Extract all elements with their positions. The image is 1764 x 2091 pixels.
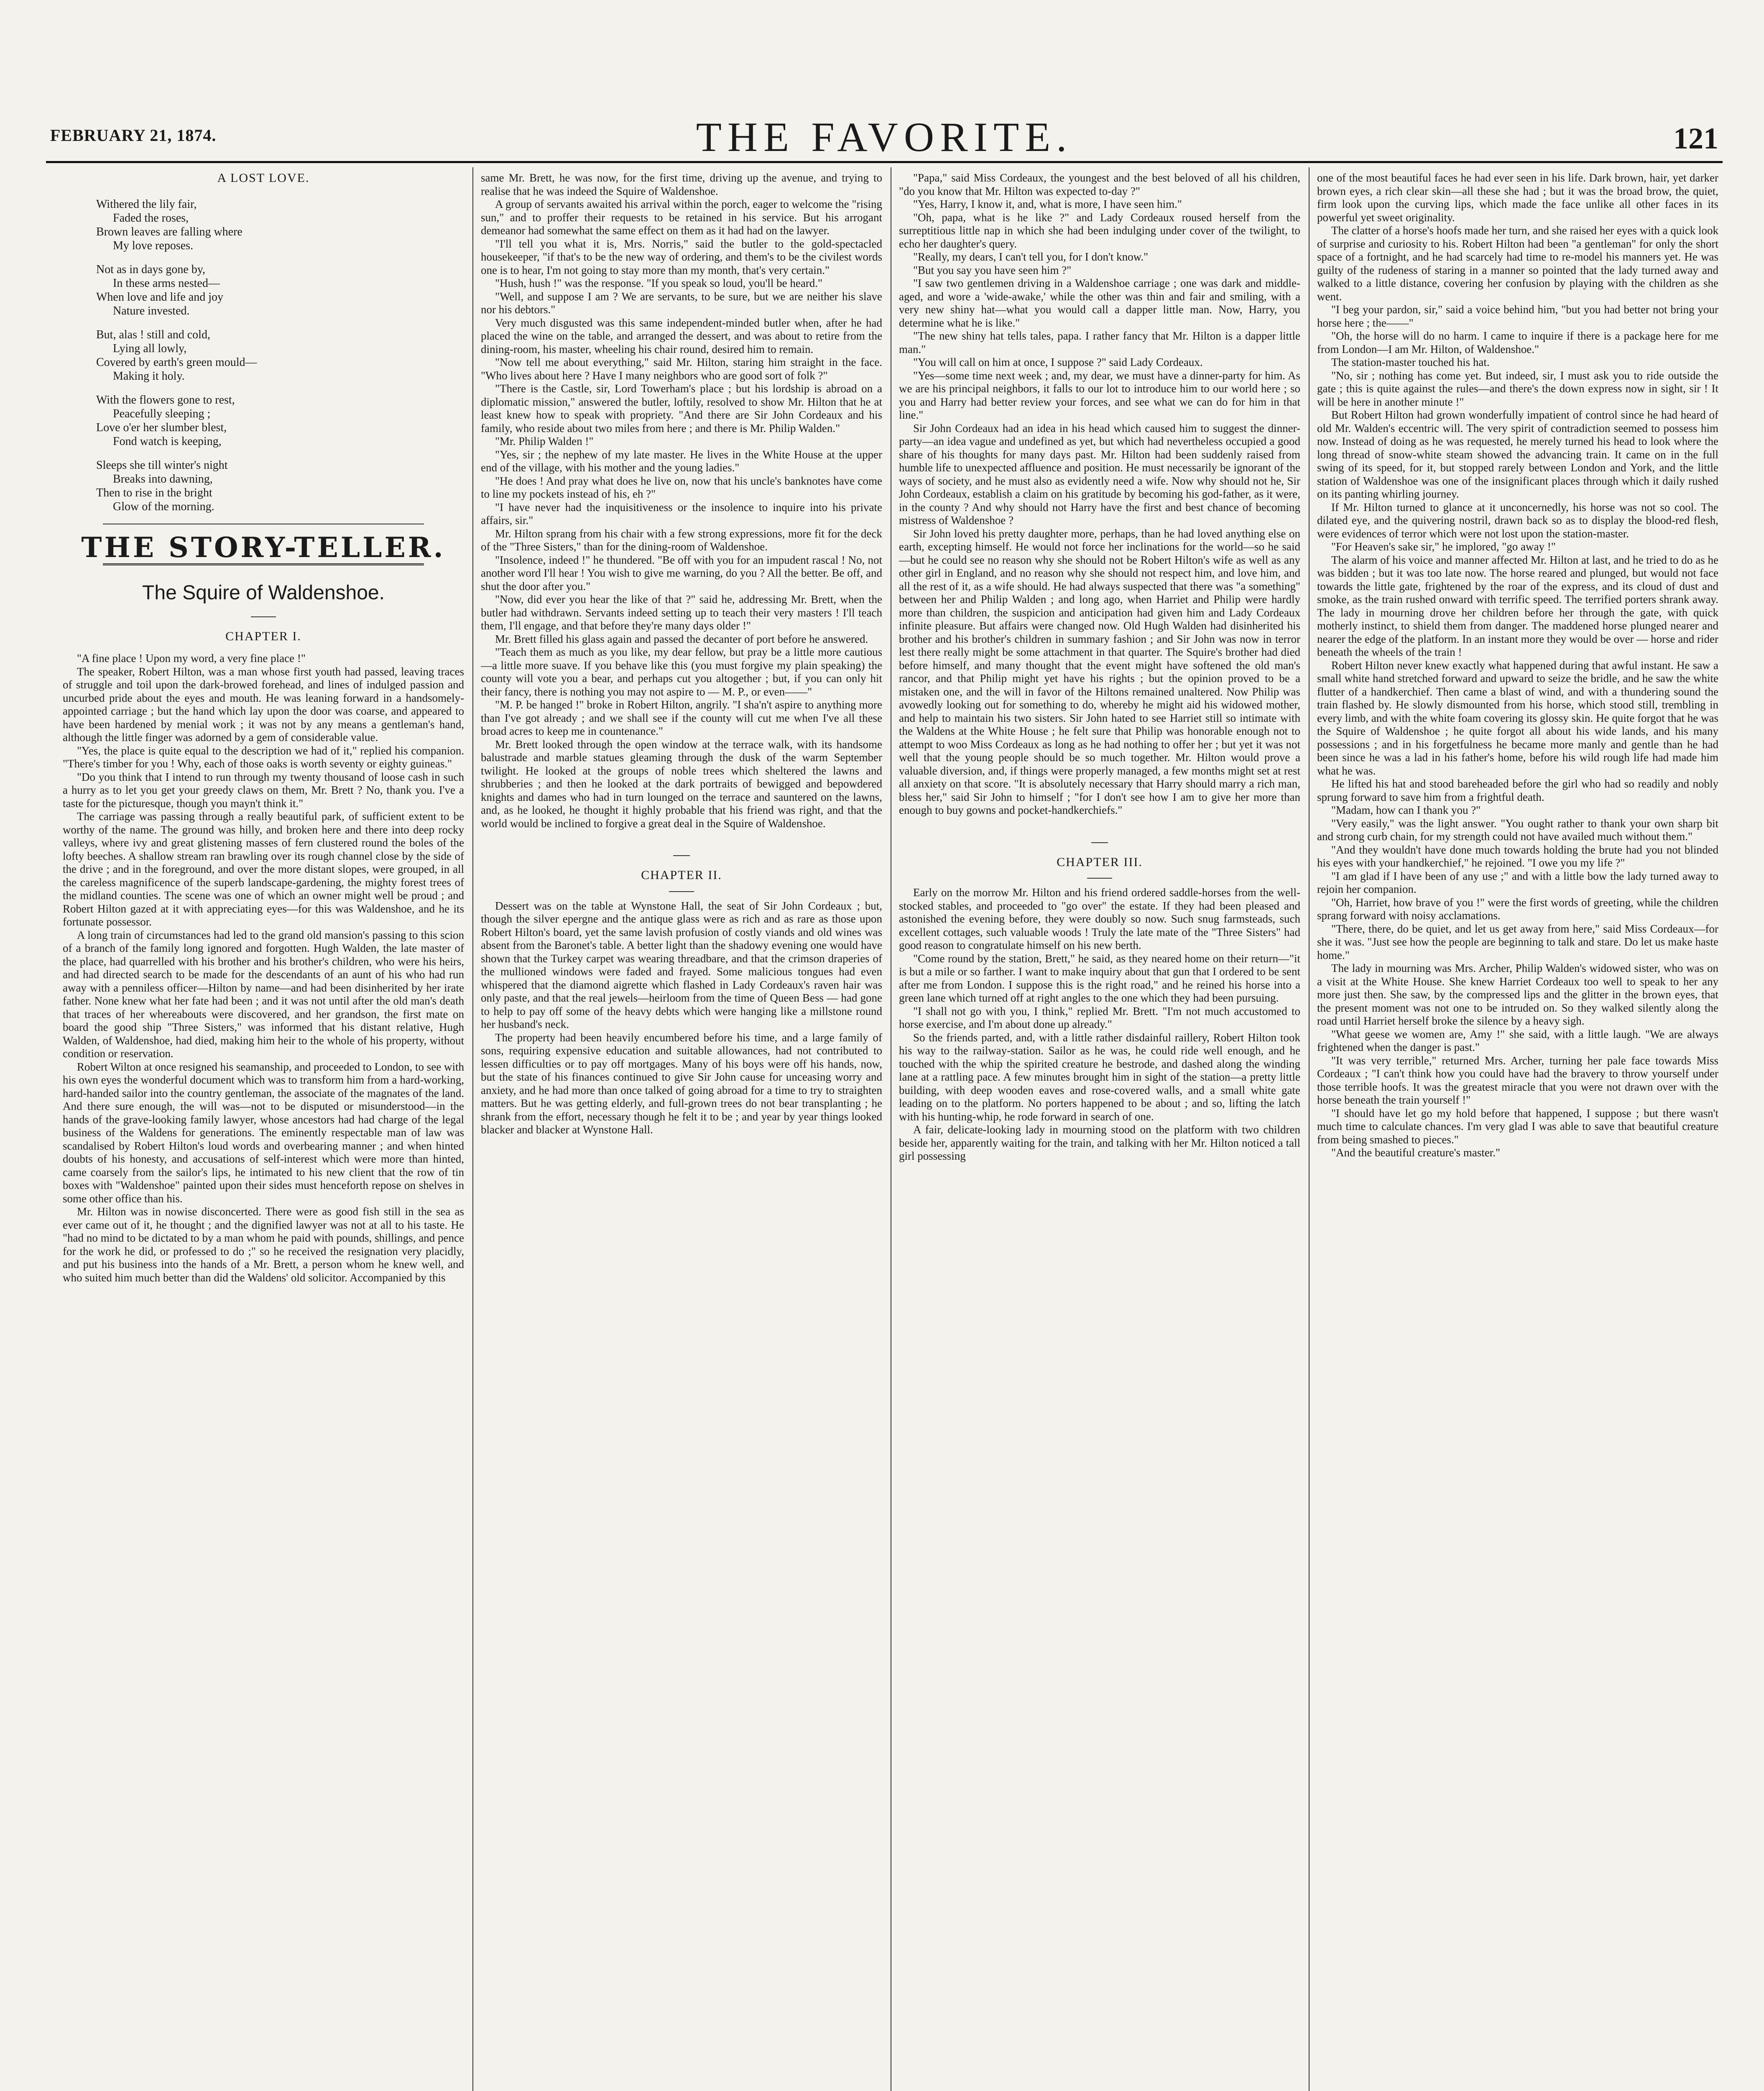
poem-line: Making it holy.	[113, 369, 185, 383]
paragraph: "I have never had the inquisitiveness or the insolence to inquire into his private affairs, sir."	[481, 501, 882, 527]
paragraph: "Insolence, indeed !" he thundered. "Be off with you for an impudent rascal ! No, not another word I'll hear ! You wish to give me warning, do you ? All the better. Be off, and shut the door after you."	[481, 553, 882, 593]
paragraph: "And they wouldn't have done much towards holding the brute had you not blinded his eyes with your handkerchief," he rejoined. "I owe you my life ?"	[1317, 843, 1718, 869]
section-rule	[103, 563, 424, 565]
chapter-heading: CHAPTER II.	[641, 868, 722, 882]
chapter-separator	[1091, 842, 1108, 843]
paragraph: "Oh, the horse will do no harm. I came to inquire if there is a package here for me from London—I am Mr. Hilton, of Waldenshoe."	[1317, 330, 1718, 355]
dash-separator	[669, 891, 694, 892]
poem-line: Not as in days gone by,	[96, 263, 206, 276]
paragraph: "Hush, hush !" was the response. "If you speak so loud, you'll be heard."	[495, 277, 823, 289]
column-divider	[472, 167, 473, 2091]
poem-line: Withered the lily fair,	[96, 197, 197, 211]
column-3	[899, 171, 1300, 2091]
paragraph: If Mr. Hilton turned to glance at it unconcernedly, his horse was not so cool. The dilated eye, and the quivering nostril, drawn back so as to display the blood-red flesh, were evidences of terror which were not lost upon the station-master.	[1317, 501, 1718, 540]
paragraph: "A fine place ! Upon my word, a very fine place !"	[77, 652, 306, 665]
paragraph: "Mr. Philip Walden !"	[495, 435, 594, 447]
paragraph: Very much disgusted was this same independent-minded butler when, after he had placed the wine on the table, and arranged the dessert, and was about to retire from the dining-room, his master, wheeling his chair round, desired him to remain.	[481, 316, 882, 355]
poem-stanza	[96, 393, 464, 448]
paragraph: Sir John loved his pretty daughter more, perhaps, than he had loved anything else on earth, excepting himself. He would not force her inclinations for the world—so he said—but he could see no reason why she should not be Robert Hilton's wife as well as any other girl in England, and no reason why she should not respect him, and love him, and all the rest of it, as a wife should. He had always suspected that there was "a something" between her and Philip Walden ; and long ago, when Harriet and Philip were hardly more than children, the suspicion and anticipation had given him and Lady Cordeaux infinite pleasure. But affairs were changed now. Old Hugh Walden had disinherited his brother and his brother's children in summary fashion ; and Sir John was now in terror lest there really might be some attachment in that quarter. The Squire's brother had died before himself, and many thought that the event might have softened the old man's rancor, and that Philip might yet have his rights ; but the opinion proved to be a mistaken one, and the will in favor of the Hiltons remained unaltered. Now Philip was avowedly looking out for something to do, whereby he might aid his widowed mother, and help to maintain his two sisters. Sir John hated to see Harriet still so intimate with the Waldens at the White House ; he felt sure that Philip was honorable enough not to attempt to woo Miss Cordeaux as long as he had nothing to offer her ; but yet it was not well that the young people should be so much together. Mr. Hilton would prove a valuable diversion, and, if things were properly managed, a few months might set at rest all anxiety on that score. "It is absolutely necessary that Harry should marry a rich man, bless her," said Sir John to himself ; "for I don't see how I am to give her more than enough to buy gowns and pocket-handkerchiefs."	[899, 527, 1300, 816]
paragraph: Mr. Brett filled his glass again and passed the decanter of port before he answered.	[495, 632, 868, 645]
article-body	[63, 652, 464, 1284]
paragraph: He lifted his hat and stood bareheaded before the girl who had so readily and nobly sprung forward to save him from a frightful death.	[1317, 777, 1718, 803]
paragraph: A group of servants awaited his arrival within the porch, eager to welcome the "rising sun," and to proffer their requests to be retained in his service. But his arrogant demeanor had somewhat the same effect on them as it had had on the lawyer.	[481, 198, 882, 237]
poem-stanza	[96, 263, 464, 318]
section-heading: THE STORY-TELLER.	[81, 531, 446, 564]
poem-line: Fond watch is keeping,	[113, 435, 222, 448]
poem-stanza	[96, 328, 464, 383]
paragraph: "I am glad if I have been of any use ;" and with a little bow the lady turned away to rejoin her companion.	[1317, 869, 1718, 895]
poem-line: Lying all lowly,	[113, 342, 187, 355]
paragraph: "For Heaven's sake sir," he implored, "go away !"	[1331, 540, 1556, 553]
paragraph: "It was very terrible," returned Mrs. Archer, turning her pale face towards Miss Cordeaux ; "I can't think how you could have had the bravery to throw yourself under those terrible hoofs. It was the greatest miracle that you were not drawn over with the horse beneath the train yourself !"	[1317, 1054, 1718, 1106]
paragraph: "Very easily," was the light answer. "You ought rather to thank your own sharp bit and strong curb chain, for my strength could not have availed much without them."	[1317, 817, 1718, 843]
poem-stanza	[96, 197, 464, 253]
paragraph: The speaker, Robert Hilton, was a man whose first youth had passed, leaving traces of struggle and toil upon the dark-browed forehead, and lines of indulged passion and uncurbed pride about the eyes and mouth. He was leaning forward in a handsomely-appointed carriage ; but the hand which lay upon the door was coarse, and appeared to have been hardened by menial work ; it was not by any means a gentleman's hand, although the little finger was adorned by a gem of considerable value.	[63, 665, 464, 744]
chapter-separator	[673, 855, 690, 856]
paragraph: Mr. Brett looked through the open window at the terrace walk, with its handsome balustrade and marble statues gleaming through the dusk of the warm September twilight. He looked at the groups of noble trees which sheltered the lawns and shrubberies ; and then he looked at the dark portraits of bewigged and bepowdered knights and dames who had in turn lounged on the terrace and sauntered on the lawns, and, as he looked, he thought it highly probable that his friend was right, and that the world would be inclined to forgive a great deal in the Squire of Waldenshoe.	[481, 738, 882, 830]
paragraph: Robert Wilton at once resigned his seamanship, and proceeded to London, to see with his own eyes the wonderful document which was to transform him from a hard-working, hard-handed sailor into the country gentleman, the associate of the magnates of the land. And there sure enough, the will was—not to be disputed or misunderstood—in the hands of the grave-looking family lawyer, whose ancestors had had charge of the legal business of the Waldens for generations. The eminently respectable man of law was scandalised by Robert Hilton's loud words and overbearing manner ; and when hinted doubts of his honesty, and accusations of self-interest which were more than hinted, came coarsely from the sailor's lips, he intimated to his new client that the row of tin boxes with "Waldenshoe" painted upon their sides must henceforth repose on shelves in some other office than his.	[63, 1060, 464, 1205]
paragraph: "You will call on him at once, I suppose ?" said Lady Cordeaux.	[913, 356, 1203, 368]
poem-stanza	[96, 458, 464, 514]
paragraph: "M. P. be hanged !" broke in Robert Hilton, angrily. "I sha'n't aspire to anything more than I've got already ; and we shall see if the county will cut me when I've all these broad acres to keep me in countenance."	[481, 698, 882, 737]
paragraph: "I should have let go my hold before that happened, I suppose ; but there wasn't much time to calculate chances. I'm very glad I was able to save that beautiful creature from being smashed to pieces."	[1317, 1107, 1718, 1146]
paragraph: "There, there, do be quiet, and let us get away from here," said Miss Cordeaux—for she it was. "Just see how the people are beginning to talk and stare. Do let us make haste home."	[1317, 922, 1718, 961]
poem-line: When love and life and joy	[96, 290, 224, 304]
paragraph: But Robert Hilton had grown wonderfully impatient of control since he had heard of old Mr. Walden's eccentric will. The very spirit of contradiction seemed to possess him now. Instead of doing as he was requested, he merely turned his head to look where the long thread of snow-white steam showed the advancing train. It came on in the full swing of its speed, for it, but stopped rarely between London and York, and the little station of Waldenshoe was one of the insignificant places through which it daily rushed on its panting whirling journey.	[1317, 409, 1718, 500]
poem-line: Breaks into dawning,	[113, 472, 213, 486]
paragraph: same Mr. Brett, he was now, for the first time, driving up the avenue, and trying to realise that he was indeed the Squire of Waldenshoe.	[481, 171, 882, 197]
paragraph: The alarm of his voice and manner affected Mr. Hilton at last, and he tried to do as he was bidden ; but it was too late now. The horse reared and plunged, but would not face towards the little gate, frightened by the roar of the express, and its cloud of dust and smoke, as the train rushed onward with terrific speed. The terrified porters shrank away. The lady in mourning drove her children before her through the gate, with quick motherly instinct, to shield them from danger. The maddened horse plunged nearer and nearer the edge of the platform. In an instant more they would be over — horse and rider beneath the wheels of the train !	[1317, 553, 1718, 658]
paragraph: "And the beautiful creature's master."	[1331, 1146, 1501, 1159]
paragraph: "Papa," said Miss Cordeaux, the youngest and the best beloved of all his children, "do you know that Mr. Hilton was expected to-day ?"	[899, 171, 1300, 197]
paragraph: A long train of circumstances had led to the grand old mansion's passing to this scion of a branch of the family long ignored and forgotten. Hugh Walden, the late master of the place, had quarrelled with his brother and his brother's children, who were his heirs, and had directed search to be made for the descendants of an aunt of his who had run away with a penniless officer—Hilton by name—and had been disinherited by her irate father. None knew what her fate had been ; and it was not until after the old man's death that traces of her whereabouts were discovered, and her grandson, the first mate on board the good ship "Three Sisters," was informed that his distant relative, Hugh Walden, of Waldenshoe, had died, making him heir to the whole of his property, without condition or reservation.	[63, 928, 464, 1060]
paragraph: The clatter of a horse's hoofs made her turn, and she raised her eyes with a quick look of surprise and curiosity to his. Robert Hilton had been "a gentleman" for only the short space of a fortnight, and he had scarcely had time to re-model his manners yet. He was guilty of the rudeness of staring in a manner so pointed that the lady turned away and walked to a little distance, covering her confusion by playing with the children as she went.	[1317, 224, 1718, 303]
paragraph: "I'll tell you what it is, Mrs. Norris," said the butler to the gold-spectacled housekeeper, "if that's to be the new way of ordering, and them's to be the civilest words one is to hear, I'm not going to stay more than my month, that's very certain."	[481, 237, 882, 276]
poem-line: Nature invested.	[113, 304, 190, 317]
poem-line: Then to rise in the bright	[96, 486, 212, 499]
poem-line: Sleeps she till winter's night	[96, 458, 228, 472]
dash-separator	[1087, 878, 1112, 879]
issue-date: FEBRUARY 21, 1874.	[50, 126, 217, 145]
chapter-heading: CHAPTER III.	[1057, 855, 1143, 869]
poem-line: But, alas ! still and cold,	[96, 328, 210, 341]
paragraph: "Come round by the station, Brett," he said, as they neared home on their return—"it is but a mile or so farther. I want to make inquiry about that gun that I ordered to be sent after me from London. I suppose this is the right road," and he reined his horse into a green lane which turned off at right angles to the one which they had been pursuing.	[899, 952, 1300, 1004]
paragraph: "Yes, the place is quite equal to the description we had of it," replied his companion. "There's timber for you ! Why, each of those oaks is worth seventy or eighty guineas."	[63, 744, 464, 770]
paragraph: "Do you think that I intend to run through my twenty thousand of loose cash in such a hurry as to let you get your greedy claws on them, Mr. Brett ? No, thank you. I've a taste for the picturesque, though you mayn't think it."	[63, 770, 464, 810]
paragraph: Sir John Cordeaux had an idea in his head which caused him to suggest the dinner-party—an idea vague and undefined as yet, but which had nevertheless occupied a good share of his thoughts for many days past. Mr. Hilton had been suddenly raised from humble life to unexpected affluence and position. He must necessarily be ignorant of the ways of society, and he must also as evidently need a wife. Now why should not he, Sir John Cordeaux, establish a claim on his gratitude by becoming his god-father, as it were, in the county ? And why should not Harry have the first and best chance of becoming mistress of Waldenshoe ?	[899, 422, 1300, 527]
paragraph: "What geese we women are, Amy !" she said, with a little laugh. "We are always frightened when the danger is past."	[1317, 1028, 1718, 1053]
chapter-heading: CHAPTER I.	[225, 629, 301, 643]
paragraph: "The new shiny hat tells tales, papa. I rather fancy that Mr. Hilton is a dapper little man."	[899, 330, 1300, 355]
paragraph: The carriage was passing through a really beautiful park, of sufficient extent to be worthy of the name. The ground was hilly, and broken here and there into deep rocky valleys, where ivy and great glistening masses of fern clustered round the boles of the lofty beeches. A shallow stream ran brawling over its rough channel close by the side of the drive ; and in the foreground, and over the more distant slopes, were grouped, in all the careless magnificence of the superb landscape-gardening, the mighty forest trees of the midland counties. The scene was one of which an owner might well be proud ; and Robert Hilton gazed at it with appreciating eyes—for this was Waldenshoe, and he its fortunate possessor.	[63, 810, 464, 928]
poem-line: Faded the roses,	[113, 211, 189, 225]
paragraph: "But you say you have seen him ?"	[913, 263, 1072, 276]
paragraph: "Oh, papa, what is he like ?" and Lady Cordeaux roused herself from the surreptitious little nap in which she had been indulging under cover of the twilight, to echo her daughter's query.	[899, 211, 1300, 250]
poem-line: Glow of the morning.	[113, 500, 214, 513]
paragraph: "No, sir ; nothing has come yet. But indeed, sir, I must ask you to ride outside the gate ; this is quite against the rules—and there's the down express now in sight, sir ! It will be here in another minute !"	[1317, 369, 1718, 408]
paragraph: Mr. Hilton sprang from his chair with a few strong expressions, more fit for the deck of the "Three Sisters," than for the dining-room of Waldenshoe.	[481, 527, 882, 553]
poem-line: Love o'er her slumber blest,	[96, 421, 227, 434]
paragraph: "Now, did ever you hear the like of that ?" said he, addressing Mr. Brett, when the butler had withdrawn. Servants indeed setting up to teach their very masters ! I'll teach them, I'll engage, and that before they're many days older !"	[481, 593, 882, 632]
paragraph: "I saw two gentlemen driving in a Waldenshoe carriage ; one was dark and middle-aged, and wore a 'wide-awake,' while the other was thin and fair and smiling, with a very new shiny hat—what you would call a dapper little man. Now, Harry, you determine what he is like."	[899, 277, 1300, 329]
paragraph: The lady in mourning was Mrs. Archer, Philip Walden's widowed sister, who was on a visit at the White House. She knew Harriet Cordeaux too well to speak to her any more just then. She saw, by the compressed lips and the glitter in the brown eyes, that the present moment was not one to be intruded on. So they walked silently along the road until Harriet herself broke the silence by a heavy sigh.	[1317, 962, 1718, 1027]
paragraph: "Madam, how can I thank you ?"	[1331, 804, 1481, 816]
paragraph: "Now tell me about everything," said Mr. Hilton, staring him straight in the face. "Who lives about here ? Have I many neighbors who are good sort of folk ?"	[481, 356, 882, 382]
paragraph: "There is the Castle, sir, Lord Towerham's place ; but his lordship is abroad on a diplomatic mission," answered the butler, loftily, resolved to show Mr. Hilton that he at least knew how to speak with propriety. "And there are Sir John Cordeaux and his family, who reside about two miles from here ; and there is Mr. Philip Walden."	[481, 382, 882, 435]
poem-line: My love reposes.	[113, 239, 194, 252]
paragraph: The property had been heavily encumbered before his time, and a large family of sons, requiring expensive education and suitable allowances, had not contributed to lessen difficulties or to pay off mortgages. Many of his boys were off his hands, now, but the state of his finances continued to give Sir John cause for unceasing worry and anxiety, and he had more than once talked of going abroad for a time to try to straighten matters. But he was getting elderly, and full-grown trees do not bear transplanting ; he shrank from the effort, necessary though he felt it to be ; and year by year things looked blacker and blacker at Wynstone Hall.	[481, 1031, 882, 1136]
paragraph: "Really, my dears, I can't tell you, for I don't know."	[913, 251, 1149, 263]
paragraph: Dessert was on the table at Wynstone Hall, the seat of Sir John Cordeaux ; but, though the silver epergne and the antique glass were as rich and as rare as those upon Robert Hilton's board, yet the same lavish profusion of costly viands and old wines was absent from the Baronet's table. A better light than the shadowy evening one would have shown that the Turkey carpet was wearing threadbare, and that the crimson draperies of the mullioned windows were faded and frayed. Some malicious tongues had even whispered that the diamond aigrette which flashed in Lady Cordeaux's raven hair was only paste, and that the real jewels—heirloom from the time of Queen Bess — had gone to help to pay off some of the heavy debts which were hanging like a millstone round her husband's neck.	[481, 899, 882, 1030]
column-divider	[1309, 167, 1310, 2091]
paragraph: "Yes, sir ; the nephew of my late master. He lives in the White House at the upper end of the village, with his mother and the young ladies."	[481, 448, 882, 474]
paragraph: "Teach them as much as you like, my dear fellow, but pray be a little more cautious—a little more suave. If you behave like this (you must forgive my plain speaking) the county will vote you a bear, and perhaps cut you altogether ; but, if you can only hit their fancy, there is nothing you may not aspire to — M. P., or even——"	[481, 646, 882, 698]
paragraph: "Yes—some time next week ; and, my dear, we must have a dinner-party for him. As we are his principal neighbors, it falls to our lot to introduce him to our world here ; so you and Harry had better review your forces, and see what we can do for him in that line."	[899, 369, 1300, 421]
paragraph: "He does ! And pray what does he live on, now that his uncle's banknotes have come to line my pockets instead of his, eh ?"	[481, 474, 882, 500]
paragraph: So the friends parted, and, with a little rather disdainful raillery, Robert Hilton took his way to the railway-station. Sailor as he was, he could ride well enough, and he touched with the whip the spirited creature he bestrode, and dashed along the winding lane at a rattling pace. A few minutes brought him in sight of the station—a pretty little building, with deep wooden eaves and rose-covered walls, and a small white gate leading on to the platform. No porters happened to be about ; and so, lifting the latch with his hunting-whip, he rode forward in search of one.	[899, 1031, 1300, 1123]
paragraph: A fair, delicate-looking lady in mourning stood on the platform with two children beside her, apparently waiting for the train, and talking with her Mr. Hilton noticed a tall girl possessing	[899, 1123, 1300, 1162]
paragraph: Robert Hilton never knew exactly what happened during that awful instant. He saw a small white hand stretched forward and upward to seize the bridle, and he saw the white flutter of a handkerchief. Then came a blast of wind, and with a thundering sound the train flashed by. He slowly dismounted from his horse, which stood still, trembling in every limb, and with the white foam covering its glossy skin. He quite forgot that he was the Squire of Waldenshoe ; he quite forgot all about his wide lands, and his many possessions ; and in his forgetfulness he became more manly and gentle than he had been since he was a lad in his father's home, before his wild rough life had made him what he was.	[1317, 659, 1718, 777]
paragraph: Mr. Hilton was in nowise disconcerted. There were as good fish still in the sea as ever came out of it, he thought ; and the dignified lawyer was not at all to his taste. He "had no mind to be dictated to by a man whom he paid with pounds, shillings, and pence for the work he did, or professed to do ;" so he received the resignation very placidly, and put his business into the hands of a Mr. Brett, a person whom he knew well, and who suited him much better than did the Waldens' old solicitor. Accompanied by this	[63, 1205, 464, 1284]
dash-separator	[251, 616, 276, 617]
masthead-rule	[46, 161, 1723, 163]
masthead	[46, 114, 1723, 160]
poem-title: A LOST LOVE.	[217, 171, 310, 185]
paragraph: The station-master touched his hat.	[1331, 356, 1490, 368]
column-2	[481, 171, 882, 2091]
publication-title: THE FAVORITE.	[696, 114, 1073, 160]
paragraph: "I shall not go with you, I think," replied Mr. Brett. "I'm not much accustomed to horse exercise, and I'm about done up already."	[899, 1005, 1300, 1030]
page-number: 121	[1673, 122, 1718, 155]
paragraph: "Yes, Harry, I know it, and, what is more, I have seen him."	[913, 198, 1182, 210]
poem-line: Peacefully sleeping ;	[113, 407, 211, 420]
poem-line: In these arms nested—	[113, 276, 220, 290]
paragraph: "I beg your pardon, sir," said a voice behind him, "but you had better not bring your horse here ; the——"	[1317, 303, 1718, 329]
poem-line: Covered by earth's green mould—	[96, 355, 257, 369]
paragraph: "Oh, Harriet, how brave of you !" were the first words of greeting, while the children sprang forward with noisy acclamations.	[1317, 896, 1718, 922]
poem-line: Brown leaves are falling where	[96, 225, 243, 238]
poem-body	[63, 197, 464, 514]
paragraph: Early on the morrow Mr. Hilton and his friend ordered saddle-horses from the well-stocked stables, and proceeded to "go over" the estate. If they had been pleased and astonished the evening before, they were doubly so now. Such snug farmsteads, such excellent cottages, such valuable woods ! Truly the late mate of the "Three Sisters" had good reason to congratulate himself on his new berth.	[899, 886, 1300, 951]
paragraph: "Well, and suppose I am ? We are servants, to be sure, but we are neither his slave nor his debtors."	[481, 290, 882, 316]
story-title: The Squire of Waldenshoe.	[142, 582, 385, 604]
paragraph: one of the most beautiful faces he had ever seen in his life. Dark brown, hair, yet darker brown eyes, a rich clear skin—all these she had ; but it was the broad brow, the quiet, firm look upon the curving lips, which made the face unlike all other faces in its powerful yet sweet originality.	[1317, 171, 1718, 224]
poem-line: With the flowers gone to rest,	[96, 393, 235, 406]
column-1	[63, 171, 464, 2091]
column-4	[1317, 171, 1718, 2091]
